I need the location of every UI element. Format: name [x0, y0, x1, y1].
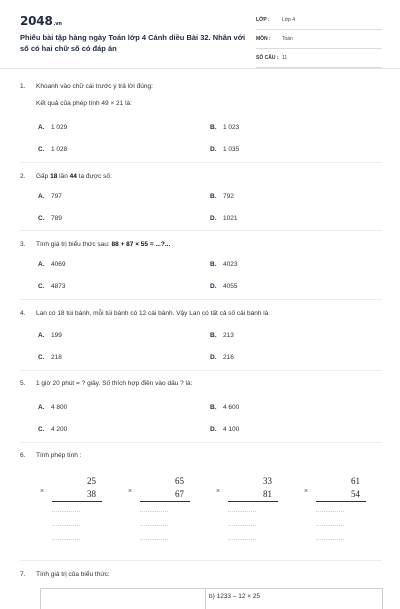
question-text: Lan có 18 túi bánh, mỗi túi bánh có 12 cái bánh. Vậy Lan có tất cả số cái bánh là	[36, 310, 269, 317]
option-c[interactable]: C. 1 028	[38, 146, 68, 153]
multiply-sign: ×	[128, 488, 133, 495]
question-4: 4. Lan có 18 túi bánh, mỗi túi bánh có 12 cái bánh. Vậy Lan có tất cả số cái bánh là A. 199 B. 213 C. 218 D. 216	[20, 310, 382, 370]
meta-subject: MÔN : Toán	[256, 33, 382, 49]
option-b[interactable]: B. 792	[210, 193, 234, 200]
option-b[interactable]: B. 213	[210, 332, 234, 339]
answer-blank[interactable]: ...............	[316, 522, 345, 528]
question-6: 6. Tính phép tính : × 25 38 ............... ............... ............... × 65 67 ............... ............... ............... × 33 81 ............... ............... ............... × 61 54 ............... ............... ...............	[20, 452, 382, 562]
multiply-sign: ×	[304, 488, 309, 495]
worksheet-header	[20, 12, 382, 74]
expression-table	[40, 588, 383, 609]
multiply-sign: ×	[40, 488, 45, 495]
worksheet-title: Phiếu bài tập hàng ngày Toán lớp 4 Cánh diều Bài 32. Nhân với số có hai chữ số có đáp án	[20, 33, 246, 53]
expression-b: b) 1233 – 12 × 25	[209, 593, 261, 600]
option-d[interactable]: D. 4 100	[210, 426, 240, 433]
question-5: 5. 1 giờ 20 phút = ? giây. Số thích hợp điền vào dấu ? là: A. 4 800 B. 4 600 C. 4 200 D. 4 100	[20, 380, 382, 442]
site-logo[interactable]: 2048.vn	[20, 14, 62, 28]
answer-blank[interactable]: ...............	[140, 508, 169, 514]
answer-blank[interactable]: ...............	[228, 536, 257, 542]
option-c[interactable]: C. 4873	[38, 283, 66, 290]
option-d[interactable]: D. 1021	[210, 215, 238, 222]
meta-question-count: SỐ CÂU : 11	[256, 52, 382, 68]
question-subtext: Kết quả của phép tính 49 × 21 là:	[36, 100, 132, 107]
question-7: 7. Tính giá trị của biểu thức:	[20, 571, 382, 585]
header-divider	[0, 68, 400, 69]
multiply-sign: ×	[216, 488, 221, 495]
divider	[20, 162, 382, 163]
answer-blank[interactable]: ...............	[228, 508, 257, 514]
question-text: 1 giờ 20 phút = ? giây. Số thích hợp điền vào dấu ? là:	[36, 380, 193, 387]
multiplication-4: × 61 54 ............... ............... ...............	[304, 476, 374, 556]
option-d[interactable]: D. 1 035	[210, 146, 240, 153]
divider	[20, 442, 382, 443]
answer-blank[interactable]: ...............	[228, 522, 257, 528]
answer-blank[interactable]: ...............	[52, 522, 81, 528]
option-b[interactable]: B. 4 600	[210, 404, 240, 411]
question-1	[20, 83, 382, 163]
answer-blank[interactable]: ...............	[52, 508, 81, 514]
option-c[interactable]: C. 4 200	[38, 426, 68, 433]
multiplication-2: × 65 67 ............... ............... ...............	[128, 476, 198, 556]
question-2: 2. Gấp 18 lần 44 ta được số: A. 797 B. 792 C. 789 D. 1021	[20, 173, 382, 233]
worksheet-meta	[256, 14, 382, 71]
divider	[20, 560, 382, 561]
multiplication-1: × 25 38 ............... ............... ...............	[40, 476, 110, 556]
divider	[20, 299, 382, 300]
question-number: 1.	[20, 83, 26, 90]
multiplication-3: × 33 81 ............... ............... ...............	[216, 476, 286, 556]
question-text: Tính phép tính :	[36, 452, 82, 459]
answer-blank[interactable]: ...............	[316, 508, 345, 514]
divider	[20, 230, 382, 231]
option-c[interactable]: C. 789	[38, 215, 62, 222]
meta-class: LỚP : Lớp 4	[256, 14, 382, 30]
option-b[interactable]: B. 4023	[210, 261, 238, 268]
option-b[interactable]: B. 1 023	[210, 124, 240, 131]
answer-blank[interactable]: ...............	[52, 536, 81, 542]
option-a[interactable]: A. 1 029	[38, 124, 68, 131]
option-d[interactable]: D. 216	[210, 354, 234, 361]
divider	[20, 370, 382, 371]
option-a[interactable]: A. 797	[38, 193, 62, 200]
option-a[interactable]: A. 4 800	[38, 404, 68, 411]
option-a[interactable]: A. 199	[38, 332, 62, 339]
question-text: Gấp 18 lần 44 ta được số:	[36, 173, 112, 180]
answer-blank[interactable]: ...............	[140, 536, 169, 542]
question-text: Tính giá trị của biểu thức:	[36, 571, 110, 578]
option-a[interactable]: A. 4069	[38, 261, 66, 268]
option-d[interactable]: D. 4055	[210, 283, 238, 290]
question-3: 3. Tính giá trị biểu thức sau: 88 + 87 × 55 = ...?... A. 4069 B. 4023 C. 4873 D. 4055	[20, 241, 382, 301]
option-c[interactable]: C. 218	[38, 354, 62, 361]
question-text: Khoanh vào chữ cái trước ý trả lời đúng:	[36, 83, 153, 90]
answer-blank[interactable]: ...............	[316, 536, 345, 542]
answer-blank[interactable]: ...............	[140, 522, 169, 528]
question-text: Tính giá trị biểu thức sau: 88 + 87 × 55 = ...?...	[36, 241, 171, 248]
